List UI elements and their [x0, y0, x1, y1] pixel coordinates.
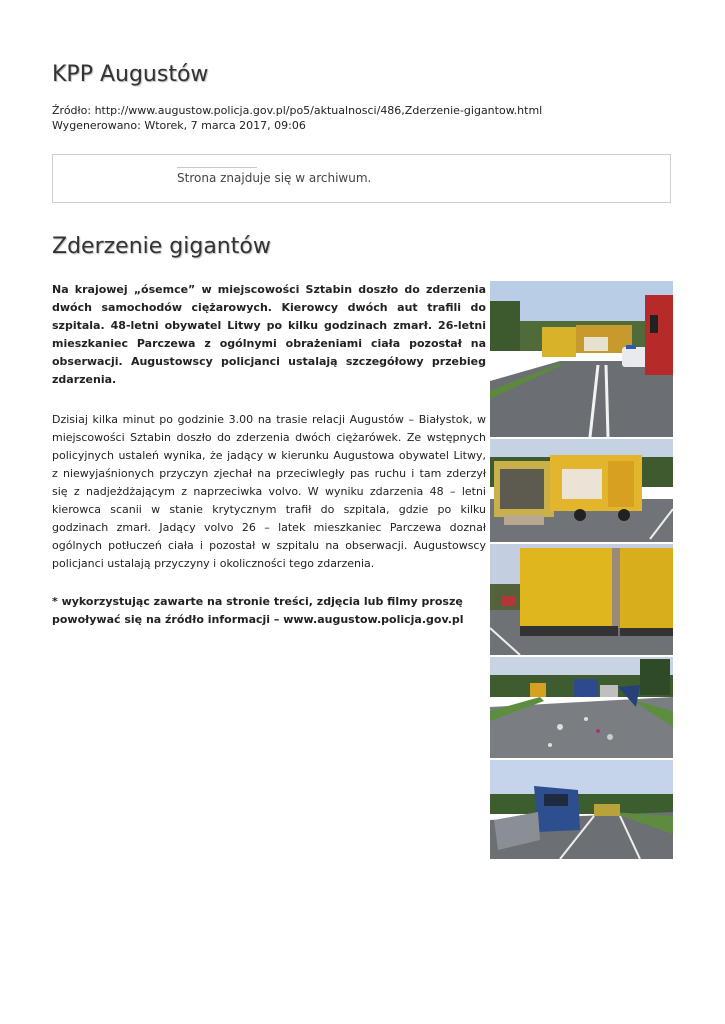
archive-notice-box [52, 154, 671, 203]
article-text [52, 281, 486, 629]
photo-gallery [490, 281, 673, 861]
document-meta [52, 103, 542, 133]
source-url[interactable]: Źródło: http://www.augustow.policja.gov.pl/po5/aktualnosci/486,Zderzenie-gigantow.html [52, 104, 543, 117]
article-body: Dzisiaj kilka minut po godzinie 3.00 na trasie relacji Augustów – Białystok, w miejscowości Sztabin doszło do zderzenia dwóch ciężarówek. Ze wstępnych policyjnych ustaleń wynika, że jadący w kierunku Augustowa obywatel Litwy, z niewyjaśnionych przyczyn zjechał na przeciwległy pas ruchu i tam zderzył się z nadjeżdżającym z naprzeciwka volvo. W wyniku zdarzenia 48 – letni kierowca scanii w stanie krytycznym trafił do szpitala, gdzie po kilku godzinach zmarł. Jadący volvo 26 – latek mieszkaniec Parczewa doznał ogólnych potłuczeń ciała i pozostał w szpitalu na obserwacji. Augustowscy policjanci ustalają przyczyny i okoliczności tego zdarzenia. [52, 413, 486, 570]
photo-wrecked-truck-cab[interactable] [490, 439, 673, 542]
photo-yellow-trailers[interactable] [490, 544, 673, 655]
site-title: KPP Augustów [52, 62, 209, 87]
photo-overturned-volvo-cab[interactable] [490, 760, 673, 859]
article-lead: Na krajowej „ósemce” w miejscowości Sztabin doszło do zderzenia dwóch samochodów ciężarowych. Kierowcy dwóch aut trafili do szpitala. 48-letni obywatel Litwy po kilku godzinach zmarł. 26-letni mieszkaniec Parczewa z ogólnymi obrażeniami ciała pozostał na obserwacji. Augustowscy policjanci ustalają szczegółowy przebieg zdarzenia. [52, 283, 486, 386]
archive-divider [177, 167, 257, 168]
generated-date: Wygenerowano: Wtorek, 7 marca 2017, 09:06 [52, 119, 306, 132]
archive-notice: Strona znajduje się w archiwum. [177, 171, 372, 185]
photo-debris-on-road[interactable] [490, 657, 673, 758]
photo-crash-overview[interactable] [490, 281, 673, 437]
article-title: Zderzenie gigantów [52, 234, 271, 259]
source-note: * wykorzystując zawarte na stronie treści, zdjęcia lub filmy proszę powoływać się na źródło informacji – www.augustow.policja.gov.pl [52, 595, 464, 626]
